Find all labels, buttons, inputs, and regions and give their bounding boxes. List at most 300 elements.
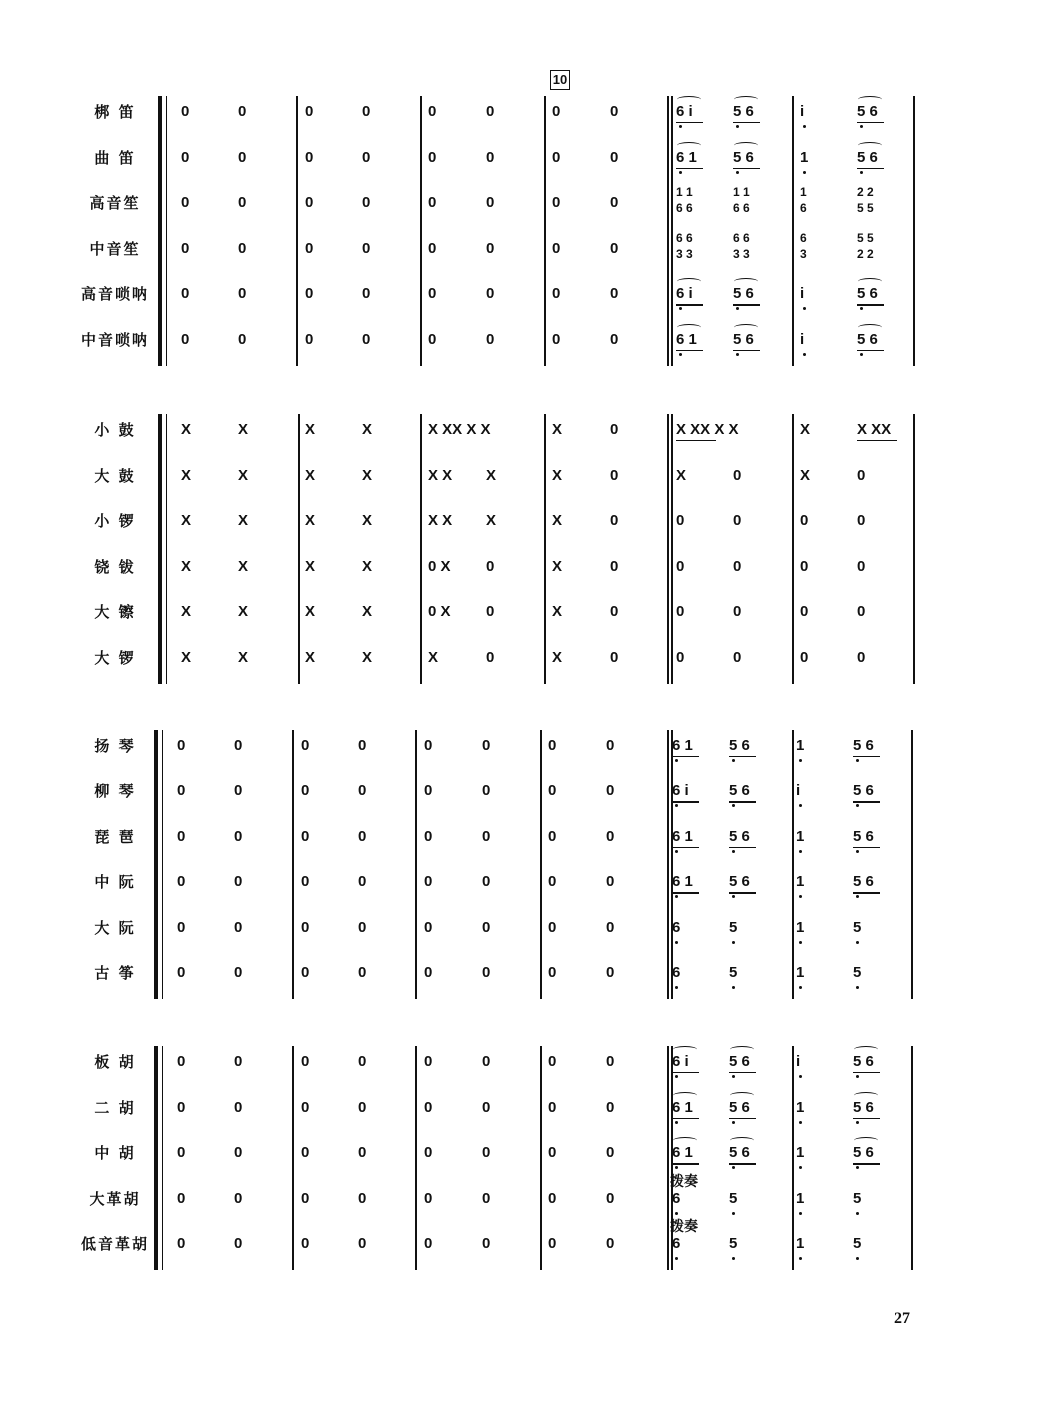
note: 0: [610, 239, 619, 257]
note: 5 6: [853, 782, 874, 800]
octave-dot: [675, 986, 678, 989]
octave-dot: [803, 125, 806, 128]
note: 0: [733, 649, 742, 666]
note: 0: [234, 1144, 243, 1162]
octave-dot: [799, 895, 802, 898]
chord-note-upper: 1 1: [676, 185, 693, 200]
octave-dot: [799, 759, 802, 762]
octave-dot: [675, 759, 678, 762]
octave-dot: [675, 1075, 678, 1078]
note: 0 X: [428, 557, 451, 575]
beam-underline: [672, 1163, 699, 1164]
note: X: [181, 603, 192, 621]
beam-underline: [676, 440, 716, 441]
beam-underline: [729, 1118, 756, 1119]
note: 0: [301, 1144, 310, 1162]
note: X: [362, 557, 373, 575]
note: 0: [177, 827, 186, 845]
note: 0: [857, 512, 866, 530]
note: 0: [428, 285, 437, 303]
barline: [667, 1046, 669, 1270]
octave-dot: [736, 307, 739, 310]
note: 0: [301, 1189, 310, 1207]
instrument-label: 中音唢呐: [80, 331, 149, 349]
note: X: [305, 649, 316, 666]
beam-underline: [857, 304, 884, 305]
note: i: [800, 285, 805, 303]
barline: [544, 96, 546, 366]
note: 0: [358, 1053, 367, 1070]
note: X: [362, 603, 373, 621]
instrument-label: 中 阮: [94, 873, 136, 892]
note: 0: [424, 1235, 433, 1253]
note: 0: [482, 964, 491, 981]
instrument-label: 中 胡: [94, 1144, 136, 1163]
octave-dot: [856, 1075, 859, 1078]
octave-dot: [732, 986, 735, 989]
note: 5 6: [729, 873, 750, 891]
beam-underline: [853, 1118, 880, 1119]
note: 5 6: [729, 827, 750, 845]
note: 5: [853, 1189, 862, 1207]
note: 0: [234, 873, 243, 891]
note: 0: [305, 239, 314, 257]
barline: [911, 730, 913, 999]
note: 0: [733, 557, 742, 575]
note: i: [796, 1053, 801, 1070]
note: 0: [358, 827, 367, 845]
note: 0: [857, 466, 866, 484]
note: 0: [606, 1235, 615, 1253]
note: X: [238, 557, 249, 575]
beam-underline: [729, 1072, 756, 1073]
note: X: [238, 512, 249, 530]
barline: [415, 1046, 417, 1270]
barline: [420, 96, 422, 366]
barline: [792, 96, 794, 366]
note: 0: [428, 103, 437, 120]
instrument-label: 梆 笛: [94, 103, 136, 121]
note: 0: [428, 148, 437, 166]
note: X XX X X: [428, 421, 491, 438]
slur: [673, 1046, 697, 1053]
note: 0: [358, 918, 367, 936]
note: 5 6: [853, 1053, 874, 1070]
octave-dot: [732, 804, 735, 807]
note: 0: [428, 194, 437, 212]
note: X: [362, 421, 373, 438]
note: 0: [424, 1189, 433, 1207]
system-line: [166, 414, 167, 684]
note: 0: [486, 649, 495, 666]
note: 5 6: [853, 737, 874, 754]
note: 0: [733, 603, 742, 621]
slur: [858, 142, 882, 149]
slur: [730, 1092, 754, 1099]
double-barline: [671, 414, 673, 684]
beam-underline: [733, 350, 760, 351]
note: 0: [234, 918, 243, 936]
note: X: [800, 421, 811, 438]
note: 5: [729, 918, 738, 936]
note: 0: [548, 918, 557, 936]
barline: [911, 1046, 913, 1270]
note: 0: [424, 873, 433, 891]
slur: [677, 324, 701, 331]
note: 0: [424, 782, 433, 800]
barline: [544, 414, 546, 684]
note: 5 6: [853, 1098, 874, 1116]
note: 0: [181, 148, 190, 166]
instrument-label: 古 筝: [94, 964, 136, 982]
chord-note-lower: 3 3: [676, 246, 693, 261]
chord-note-lower: 5 5: [857, 201, 874, 216]
note: 5: [729, 964, 738, 981]
note: 0: [177, 1098, 186, 1116]
note: 6: [672, 1235, 681, 1253]
note: 0: [800, 603, 809, 621]
note: 0: [552, 148, 561, 166]
note: 0: [548, 1189, 557, 1207]
note: 0: [606, 918, 615, 936]
beam-underline: [857, 168, 884, 169]
note: 0: [181, 331, 190, 348]
note: 0: [301, 827, 310, 845]
note: 0: [482, 1235, 491, 1253]
note: 0: [358, 1098, 367, 1116]
note: 0: [482, 1144, 491, 1162]
note: 0: [301, 782, 310, 800]
octave-dot: [736, 125, 739, 128]
beam-underline: [672, 801, 699, 802]
note: 0: [362, 239, 371, 257]
note: 0: [358, 1144, 367, 1162]
note: 5 6: [729, 1098, 750, 1116]
octave-dot: [732, 1257, 735, 1260]
note: 5 6: [733, 103, 754, 120]
pizzicato-marking: 拨奏: [670, 1219, 698, 1236]
octave-dot: [856, 1121, 859, 1124]
instrument-label: 小 锣: [94, 512, 136, 531]
instrument-label: 高音笙: [89, 194, 141, 213]
note: X: [181, 421, 192, 438]
note: 0: [548, 737, 557, 754]
note: 6: [672, 1189, 681, 1207]
note: 0: [305, 194, 314, 212]
note: 0: [358, 873, 367, 891]
chord-note-lower: 3 3: [733, 246, 750, 261]
slur: [854, 1092, 878, 1099]
note: 0: [177, 918, 186, 936]
note: 0: [548, 873, 557, 891]
note: 0: [238, 103, 247, 120]
octave-dot: [856, 1257, 859, 1260]
slur: [677, 96, 701, 103]
slur: [854, 1137, 878, 1144]
octave-dot: [860, 125, 863, 128]
barline: [292, 730, 294, 999]
note: i: [796, 782, 801, 800]
note: 0: [424, 1144, 433, 1162]
instrument-label: 板 胡: [94, 1053, 136, 1071]
note: 6: [672, 918, 681, 936]
note: X X: [428, 466, 453, 484]
note: 5 6: [857, 285, 878, 303]
octave-dot: [732, 1075, 735, 1078]
slur: [730, 1046, 754, 1053]
beam-underline: [853, 756, 880, 757]
note: 0: [305, 103, 314, 120]
note: X: [362, 512, 373, 530]
beam-underline: [729, 1163, 756, 1164]
note: 0: [610, 603, 619, 621]
slur: [858, 278, 882, 285]
note: 6 i: [676, 285, 693, 303]
note: 0: [482, 1189, 491, 1207]
note: 0: [301, 873, 310, 891]
note: 1: [796, 737, 805, 754]
instrument-label: 曲 笛: [94, 148, 136, 167]
note: 0: [552, 103, 561, 120]
octave-dot: [799, 986, 802, 989]
note: 0: [301, 1235, 310, 1253]
slur: [734, 142, 758, 149]
octave-dot: [860, 307, 863, 310]
note: 6: [672, 964, 681, 981]
note: X: [305, 466, 316, 484]
note: 5 6: [853, 1144, 874, 1162]
note: 0: [181, 239, 190, 257]
octave-dot: [856, 1166, 859, 1169]
note: 0: [606, 1189, 615, 1207]
note: 0: [424, 918, 433, 936]
note: 0: [676, 649, 685, 666]
note: 0: [548, 782, 557, 800]
octave-dot: [856, 986, 859, 989]
system-bracket: [158, 414, 162, 684]
beam-underline: [853, 801, 880, 802]
note: 0: [428, 331, 437, 348]
note: 0: [181, 103, 190, 120]
note: 0: [486, 103, 495, 120]
barline: [792, 730, 794, 999]
beam-underline: [676, 350, 703, 351]
instrument-label: 大 鼓: [94, 466, 136, 485]
note: X: [238, 421, 249, 438]
note: 5 6: [733, 285, 754, 303]
note: X: [181, 466, 192, 484]
octave-dot: [732, 1212, 735, 1215]
note: X: [238, 603, 249, 621]
slur: [858, 96, 882, 103]
note: 0: [486, 285, 495, 303]
slur: [734, 96, 758, 103]
note: 1: [796, 1144, 805, 1162]
instrument-label: 小 鼓: [94, 421, 136, 439]
note: 0: [301, 964, 310, 981]
note: 0: [857, 557, 866, 575]
instrument-label: 中音笙: [89, 239, 141, 258]
beam-underline: [672, 1072, 699, 1073]
note: 0: [234, 1098, 243, 1116]
note: 0: [301, 737, 310, 754]
note: 0: [800, 512, 809, 530]
barline: [292, 1046, 294, 1270]
note: 1: [796, 964, 805, 981]
note: 0: [238, 331, 247, 348]
slur: [673, 1137, 697, 1144]
note: 5 6: [729, 737, 750, 754]
chord-note-upper: 6 6: [733, 230, 750, 245]
note: 0: [234, 782, 243, 800]
system-line: [162, 1046, 163, 1270]
double-barline: [671, 96, 673, 366]
octave-dot: [856, 850, 859, 853]
note: 0: [800, 557, 809, 575]
beam-underline: [729, 801, 756, 802]
octave-dot: [675, 804, 678, 807]
note: 0: [610, 194, 619, 212]
beam-underline: [733, 122, 760, 123]
octave-dot: [679, 353, 682, 356]
note: 0: [482, 873, 491, 891]
note: 0: [177, 782, 186, 800]
note: 0: [482, 827, 491, 845]
octave-dot: [732, 1121, 735, 1124]
note: 5 6: [729, 1053, 750, 1070]
page-number: 27: [894, 1310, 910, 1327]
note: 0: [358, 1189, 367, 1207]
octave-dot: [732, 759, 735, 762]
note: 0: [362, 331, 371, 348]
barline: [420, 414, 422, 684]
note: 0: [482, 1053, 491, 1070]
note: 0: [486, 148, 495, 166]
note: 0: [676, 603, 685, 621]
note: 0: [548, 1235, 557, 1253]
note: X: [238, 466, 249, 484]
chord-note-upper: 6 6: [676, 230, 693, 245]
note: 5 6: [733, 148, 754, 166]
chord-note-lower: 6 6: [676, 201, 693, 216]
note: 0: [552, 194, 561, 212]
slur: [673, 1092, 697, 1099]
barline: [913, 96, 915, 366]
note: 0: [552, 331, 561, 348]
note: 0: [676, 512, 685, 530]
beam-underline: [857, 122, 884, 123]
note: 0: [234, 1189, 243, 1207]
barline: [540, 1046, 542, 1270]
beam-underline: [676, 122, 703, 123]
note: X: [305, 557, 316, 575]
chord-note-lower: 2 2: [857, 246, 874, 261]
octave-dot: [675, 895, 678, 898]
beam-underline: [672, 1118, 699, 1119]
note: X XX: [857, 421, 892, 438]
note: X X: [428, 512, 453, 530]
note: 0: [733, 512, 742, 530]
note: 0: [857, 649, 866, 666]
note: X: [362, 649, 373, 666]
note: X: [181, 512, 192, 530]
note: 0: [424, 964, 433, 981]
note: 6 1: [672, 1144, 693, 1162]
octave-dot: [736, 171, 739, 174]
note: 0: [181, 194, 190, 212]
note: X: [305, 512, 316, 530]
note: 0: [552, 239, 561, 257]
note: 0: [358, 1235, 367, 1253]
slur: [677, 278, 701, 285]
octave-dot: [675, 1166, 678, 1169]
note: 0: [177, 737, 186, 754]
note: 6 1: [672, 1098, 693, 1116]
octave-dot: [799, 1166, 802, 1169]
note: 6 1: [672, 737, 693, 754]
note: 0: [552, 285, 561, 303]
beam-underline: [733, 168, 760, 169]
beam-underline: [853, 1163, 880, 1164]
note: 0: [362, 194, 371, 212]
note: 5 6: [853, 873, 874, 891]
barline: [298, 414, 300, 684]
instrument-label: 大革胡: [89, 1189, 141, 1208]
system-line: [166, 96, 167, 366]
note: X: [362, 466, 373, 484]
octave-dot: [679, 307, 682, 310]
note: 0: [610, 557, 619, 575]
note: 0: [486, 557, 495, 575]
beam-underline: [672, 847, 699, 848]
system-line: [162, 730, 163, 999]
note: 0: [238, 148, 247, 166]
chord-note-upper: 6: [800, 230, 807, 245]
note: 0: [234, 737, 243, 754]
note: 0: [424, 827, 433, 845]
beam-underline: [853, 1072, 880, 1073]
pizzicato-marking: 拨奏: [670, 1173, 698, 1190]
instrument-label: 大 镲: [94, 603, 136, 622]
note: X: [486, 466, 497, 484]
note: 0: [610, 512, 619, 530]
barline: [415, 730, 417, 999]
beam-underline: [733, 304, 760, 305]
octave-dot: [675, 1212, 678, 1215]
note: 0: [733, 466, 742, 484]
instrument-label: 柳 琴: [94, 782, 136, 801]
barline: [913, 414, 915, 684]
note: 0: [486, 331, 495, 348]
octave-dot: [799, 1212, 802, 1215]
octave-dot: [675, 941, 678, 944]
barline: [667, 730, 669, 999]
note: 6 1: [676, 148, 697, 166]
barline: [792, 1046, 794, 1270]
note: X: [552, 512, 563, 530]
note: 0: [548, 1053, 557, 1070]
note: 0: [610, 649, 619, 666]
note: 0: [234, 1053, 243, 1070]
note: 0: [610, 103, 619, 120]
note: 0: [606, 737, 615, 754]
note: 5: [853, 1235, 862, 1253]
note: 0: [800, 649, 809, 666]
octave-dot: [732, 941, 735, 944]
chord-note-upper: 1 1: [733, 185, 750, 200]
note: 1: [796, 1189, 805, 1207]
note: 0: [610, 466, 619, 484]
